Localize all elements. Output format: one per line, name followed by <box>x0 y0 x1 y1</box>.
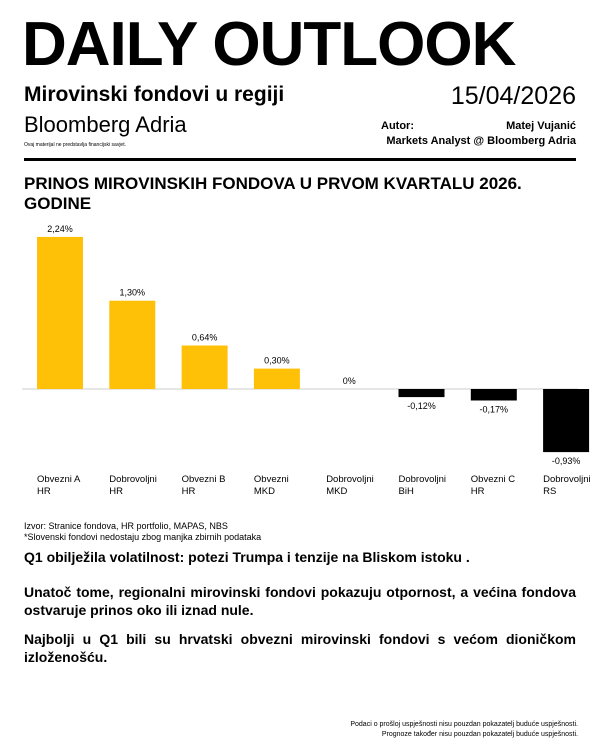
bar-value-label: 0,64% <box>191 332 218 343</box>
bar-0 <box>37 237 83 389</box>
category-label: Dobrovoljni <box>398 474 447 485</box>
report-date: 15/04/2026 <box>450 82 576 110</box>
footnote-line: *Slovenski fondovi nedostaju zbog manjka zbirnih podataka <box>24 532 262 542</box>
brand-name: Bloomberg Adria <box>24 112 187 137</box>
report-subtitle: Mirovinski fondovi u regiji <box>24 83 285 106</box>
author-role: Markets Analyst @ Bloomberg Adria <box>386 135 576 147</box>
category-label: HR <box>181 486 196 497</box>
disclaimer-note: Ovaj materijal ne predstavlja financijski savjet. <box>24 142 126 148</box>
category-label: BiH <box>398 486 414 497</box>
bar-value-label: 1,30% <box>119 287 146 298</box>
footer-disclaimer-2: Prognoze također nisu pouzdan pokazatelj buduće uspješnosti. <box>381 731 578 738</box>
summary-paragraph-3: Najbolji u Q1 bili su hrvatski obvezni mirovinski fondovi s većom dioničkom izloženošću. <box>24 631 576 665</box>
bar-5 <box>399 389 445 397</box>
category-label: Obvezni B <box>181 474 226 485</box>
chart-source <box>24 521 261 543</box>
footer-disclaimer-1: Podaci o prošlој uspješnosti nisu pouzdan pokazatelj buduće uspješnosti. <box>350 721 578 728</box>
bar-value-label: 0,30% <box>264 355 290 366</box>
bar-value-label: -0,93% <box>551 456 581 467</box>
source-line: Izvor: Stranice fondova, HR portfolio, MAPAS, NBS <box>24 521 228 531</box>
bar-7 <box>543 389 589 452</box>
category-label: Dobrovoljni <box>109 474 157 485</box>
bar-value-label: 0% <box>342 376 356 386</box>
category-label: Dobrovoljni <box>326 474 374 485</box>
bar-value-label: 2,24% <box>47 223 73 234</box>
bar-1 <box>109 301 155 389</box>
category-label: Dobrovoljni <box>543 474 591 485</box>
bar-6 <box>471 389 517 401</box>
bar-value-label: -0,17% <box>479 404 509 415</box>
bar-2 <box>182 346 228 390</box>
category-label: MKD <box>253 486 276 497</box>
bar-3 <box>254 369 300 389</box>
category-label: HR <box>109 486 124 497</box>
summary-paragraph-2: Unatoč tome, regionalni mirovinski fondovi pokazuju otpornost, a većina fondova ostvaruje prinos oko ili iznad nule. <box>24 584 576 618</box>
category-label: HR <box>37 486 51 497</box>
category-label: Obvezni A <box>37 474 81 485</box>
chart-title: PRINOS MIROVINSKIH FONDOVA U PRVOM KVARTALU 2026. GODINE <box>24 174 522 213</box>
category-label: RS <box>543 486 557 497</box>
author-label: Autor: <box>381 120 414 132</box>
category-label: MKD <box>326 486 348 497</box>
category-label: HR <box>470 486 485 497</box>
author-name: Matej Vujanić <box>506 120 576 132</box>
bar-value-label: -0,12% <box>407 401 436 412</box>
category-label: Obvezni C <box>470 474 516 485</box>
summary-paragraph-1: Q1 obilježila volatilnost: potezi Trumpa i tenzije na Bliskom istoku . <box>24 549 470 565</box>
category-label: Obvezni <box>253 474 289 485</box>
page-title: DAILY OUTLOOK <box>22 10 516 79</box>
